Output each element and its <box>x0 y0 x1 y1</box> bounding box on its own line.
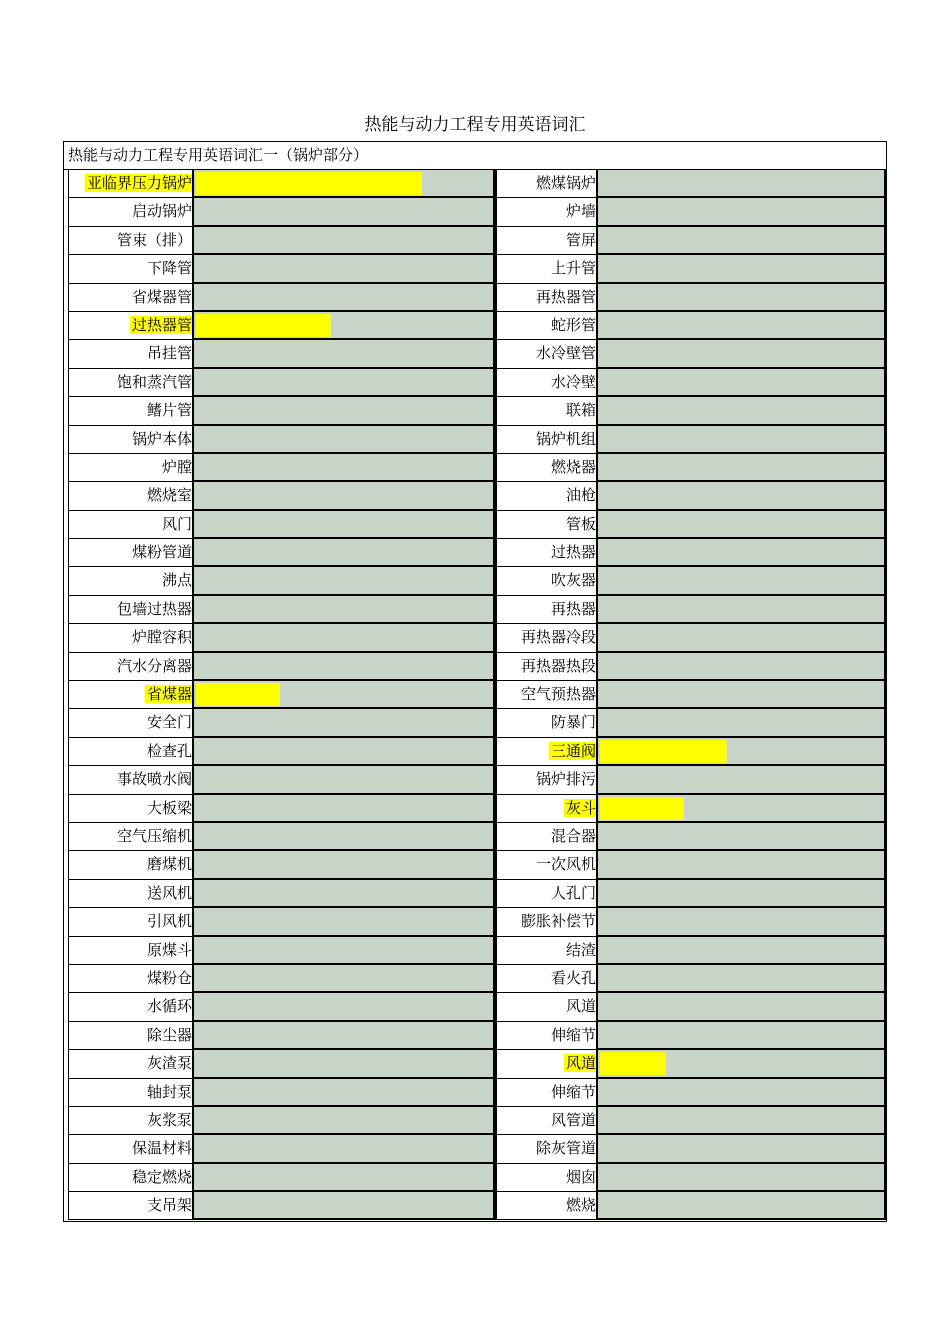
left-translation-cell[interactable] <box>194 198 495 226</box>
left-term-cell <box>68 965 194 993</box>
table-row <box>64 1135 886 1163</box>
right-term-label: 防暴门 <box>550 713 596 732</box>
right-translation-cell[interactable] <box>598 624 886 652</box>
right-term-cell <box>495 851 598 879</box>
table-row <box>64 1079 886 1107</box>
right-term-cell <box>495 369 598 397</box>
right-translation-cell[interactable] <box>598 454 886 482</box>
table-row <box>64 1022 886 1050</box>
left-term-label: 省煤器 <box>146 685 192 704</box>
left-term-label: 省煤器管 <box>131 287 192 306</box>
table-row <box>64 1050 886 1078</box>
right-translation-cell[interactable] <box>598 511 886 539</box>
right-translation-cell[interactable] <box>598 198 886 226</box>
left-term-cell <box>68 993 194 1021</box>
left-term-label: 亚临界压力锅炉 <box>86 174 192 192</box>
left-term-label: 检查孔 <box>146 741 192 760</box>
left-translation-cell[interactable] <box>194 284 495 312</box>
table-row <box>64 567 886 595</box>
left-term-cell <box>68 454 194 482</box>
right-translation-cell[interactable] <box>598 227 886 255</box>
left-term-cell <box>68 369 194 397</box>
right-term-cell <box>495 255 598 283</box>
left-term-cell <box>68 539 194 567</box>
left-term-label: 风门 <box>161 514 192 533</box>
left-term-label: 原煤斗 <box>146 940 192 959</box>
right-term-label: 燃烧器 <box>550 457 596 476</box>
right-term-label: 油枪 <box>565 486 596 505</box>
left-term-label: 保温材料 <box>131 1139 192 1158</box>
table-row <box>64 908 886 936</box>
right-translation-cell[interactable] <box>598 397 886 425</box>
left-term-cell <box>68 653 194 681</box>
left-term-label: 燃烧室 <box>146 486 192 505</box>
left-term-cell <box>68 1192 194 1220</box>
left-translation-cell[interactable] <box>194 738 495 766</box>
right-term-label: 一次风机 <box>535 855 596 874</box>
left-translation-cell[interactable] <box>194 454 495 482</box>
right-term-label: 混合器 <box>550 826 596 845</box>
left-translation-cell[interactable] <box>194 482 495 510</box>
vocabulary-rows <box>64 170 886 1220</box>
right-term-cell <box>495 567 598 595</box>
left-term-label: 轴封泵 <box>146 1082 192 1101</box>
left-term-label: 除尘器 <box>146 1025 192 1044</box>
left-term-cell <box>68 738 194 766</box>
left-term-cell <box>68 596 194 624</box>
right-term-cell <box>495 766 598 794</box>
right-translation-cell[interactable] <box>598 738 886 766</box>
right-translation-cell[interactable] <box>598 766 886 794</box>
table-row <box>64 170 886 198</box>
left-translation-cell[interactable] <box>194 1079 495 1107</box>
right-term-label: 燃烧 <box>565 1196 596 1215</box>
left-translation-cell[interactable] <box>194 539 495 567</box>
right-term-label: 炉墙 <box>565 202 596 221</box>
left-translation-cell[interactable] <box>194 1164 495 1192</box>
left-translation-cell[interactable] <box>194 709 495 737</box>
table-row <box>64 454 886 482</box>
left-term-label: 过热器管 <box>131 315 192 334</box>
left-term-label: 沸点 <box>161 571 192 590</box>
right-term-label: 风道 <box>565 997 596 1016</box>
left-term-label: 启动锅炉 <box>131 202 192 221</box>
left-term-label: 稳定燃烧 <box>131 1167 192 1186</box>
table-row <box>64 198 886 226</box>
right-translation-cell[interactable] <box>598 993 886 1021</box>
left-translation-cell[interactable] <box>194 170 495 198</box>
right-term-cell <box>495 596 598 624</box>
table-row <box>64 397 886 425</box>
table-row <box>64 369 886 397</box>
right-translation-cell[interactable] <box>598 284 886 312</box>
table-row <box>64 227 886 255</box>
left-term-cell <box>68 397 194 425</box>
left-term-cell <box>68 823 194 851</box>
right-translation-cell[interactable] <box>598 567 886 595</box>
left-term-label: 磨煤机 <box>146 855 192 874</box>
left-term-cell <box>68 511 194 539</box>
right-translation-cell[interactable] <box>598 1135 886 1163</box>
right-term-cell <box>495 993 598 1021</box>
left-translation-cell[interactable] <box>194 340 495 368</box>
right-term-cell <box>495 709 598 737</box>
right-term-cell <box>495 965 598 993</box>
right-translation-cell[interactable] <box>598 1192 886 1220</box>
table-row <box>64 823 886 851</box>
right-translation-cell[interactable] <box>598 369 886 397</box>
right-translation-cell[interactable] <box>598 937 886 965</box>
left-term-cell <box>68 880 194 908</box>
table-row <box>64 1107 886 1135</box>
right-translation-cell[interactable] <box>598 681 886 709</box>
left-term-label: 管束（排） <box>116 230 192 249</box>
left-translation-cell[interactable] <box>194 681 495 709</box>
left-term-cell <box>68 1164 194 1192</box>
right-term-cell <box>495 880 598 908</box>
left-term-label: 大板梁 <box>146 798 192 817</box>
highlight-fill <box>600 797 684 820</box>
right-term-cell <box>495 284 598 312</box>
right-term-label: 再热器管 <box>535 287 596 306</box>
right-term-label: 管板 <box>565 514 596 533</box>
table-row <box>64 709 886 737</box>
left-term-cell <box>68 709 194 737</box>
table-row <box>64 766 886 794</box>
right-term-cell <box>495 1192 598 1220</box>
left-translation-cell[interactable] <box>194 624 495 652</box>
left-term-label: 鳍片管 <box>146 401 192 420</box>
right-term-label: 再热器冷段 <box>520 628 596 647</box>
right-translation-cell[interactable] <box>598 851 886 879</box>
left-translation-cell[interactable] <box>194 1135 495 1163</box>
left-term-label: 引风机 <box>146 912 192 931</box>
left-term-label: 支吊架 <box>146 1196 192 1215</box>
left-translation-cell[interactable] <box>194 653 495 681</box>
right-term-label: 上升管 <box>550 259 596 278</box>
left-translation-cell[interactable] <box>194 1107 495 1135</box>
right-translation-cell[interactable] <box>598 482 886 510</box>
left-term-cell <box>68 1135 194 1163</box>
left-term-cell <box>68 1079 194 1107</box>
left-translation-cell[interactable] <box>194 511 495 539</box>
right-term-cell <box>495 170 598 198</box>
left-term-cell <box>68 624 194 652</box>
right-term-label: 锅炉排污 <box>535 770 596 789</box>
right-term-cell <box>495 681 598 709</box>
table-row <box>64 1164 886 1192</box>
left-translation-cell[interactable] <box>194 823 495 851</box>
highlight-fill <box>600 1052 666 1075</box>
right-term-cell <box>495 937 598 965</box>
right-term-label: 烟囱 <box>565 1167 596 1186</box>
left-term-label: 灰浆泵 <box>146 1110 192 1129</box>
left-translation-cell[interactable] <box>194 596 495 624</box>
left-term-cell <box>68 426 194 454</box>
right-term-cell <box>495 426 598 454</box>
right-translation-cell[interactable] <box>598 653 886 681</box>
table-row <box>64 624 886 652</box>
right-term-cell <box>495 1107 598 1135</box>
right-term-cell <box>495 908 598 936</box>
left-term-label: 灰渣泵 <box>146 1054 192 1073</box>
right-term-cell <box>495 624 598 652</box>
table-row <box>64 426 886 454</box>
left-term-cell <box>68 255 194 283</box>
highlight-fill <box>196 172 422 195</box>
left-term-label: 炉膛容积 <box>131 628 192 647</box>
right-term-cell <box>495 340 598 368</box>
left-term-cell <box>68 681 194 709</box>
right-translation-cell[interactable] <box>598 1050 886 1078</box>
right-term-label: 膨胀补偿节 <box>520 912 596 931</box>
table-row <box>64 937 886 965</box>
right-term-cell <box>495 1022 598 1050</box>
left-term-label: 安全门 <box>146 713 192 732</box>
page-title: 热能与动力工程专用英语词汇 <box>364 115 586 135</box>
right-translation-cell[interactable] <box>598 255 886 283</box>
highlight-fill <box>196 314 331 337</box>
right-term-label: 空气预热器 <box>520 685 596 704</box>
left-term-cell <box>68 766 194 794</box>
left-term-cell <box>68 1022 194 1050</box>
right-term-label: 伸缩节 <box>550 1082 596 1101</box>
highlight-fill <box>600 740 727 763</box>
left-term-cell <box>68 795 194 823</box>
left-translation-cell[interactable] <box>194 937 495 965</box>
left-term-label: 煤粉仓 <box>146 968 192 987</box>
left-term-cell <box>68 1107 194 1135</box>
right-term-label: 水冷壁管 <box>535 344 596 363</box>
right-translation-cell[interactable] <box>598 426 886 454</box>
right-translation-cell[interactable] <box>598 1164 886 1192</box>
left-term-label: 空气压缩机 <box>116 826 192 845</box>
right-term-label: 三通阀 <box>550 741 596 760</box>
right-term-cell <box>495 539 598 567</box>
table-row <box>64 738 886 766</box>
right-term-cell <box>495 1050 598 1078</box>
left-translation-cell[interactable] <box>194 965 495 993</box>
right-translation-cell[interactable] <box>598 539 886 567</box>
vocabulary-table <box>63 141 887 1222</box>
table-row <box>64 993 886 1021</box>
left-term-label: 送风机 <box>146 883 192 902</box>
right-term-cell <box>495 511 598 539</box>
right-term-cell <box>495 454 598 482</box>
right-translation-cell[interactable] <box>598 170 886 198</box>
right-translation-cell[interactable] <box>598 709 886 737</box>
left-translation-cell[interactable] <box>194 567 495 595</box>
left-term-cell <box>68 851 194 879</box>
right-translation-cell[interactable] <box>598 1022 886 1050</box>
right-translation-cell[interactable] <box>598 908 886 936</box>
left-term-label: 汽水分离器 <box>116 656 192 675</box>
left-term-cell <box>68 170 194 198</box>
table-row <box>64 965 886 993</box>
right-term-label: 燃煤锅炉 <box>535 174 596 192</box>
left-term-cell <box>68 227 194 255</box>
left-term-cell <box>68 567 194 595</box>
left-term-cell <box>68 198 194 226</box>
left-term-cell <box>68 340 194 368</box>
right-term-label: 结渣 <box>565 940 596 959</box>
left-term-cell <box>68 937 194 965</box>
right-term-cell <box>495 312 598 340</box>
right-translation-cell[interactable] <box>598 340 886 368</box>
right-term-label: 伸缩节 <box>550 1025 596 1044</box>
table-row <box>64 482 886 510</box>
right-term-cell <box>495 227 598 255</box>
right-term-label: 看火孔 <box>550 968 596 987</box>
right-translation-cell[interactable] <box>598 1107 886 1135</box>
left-translation-cell[interactable] <box>194 908 495 936</box>
right-term-cell <box>495 397 598 425</box>
right-translation-cell[interactable] <box>598 1079 886 1107</box>
table-row <box>64 880 886 908</box>
left-term-cell <box>68 1050 194 1078</box>
left-term-label: 锅炉本体 <box>131 429 192 448</box>
left-term-label: 炉膛 <box>161 457 192 476</box>
right-term-label: 水冷壁 <box>550 372 596 391</box>
left-term-label: 煤粉管道 <box>131 543 192 562</box>
table-row <box>64 312 886 340</box>
right-term-label: 再热器 <box>550 599 596 618</box>
right-term-cell <box>495 1164 598 1192</box>
right-term-label: 风管道 <box>550 1110 596 1129</box>
table-row <box>64 1192 886 1220</box>
right-term-cell <box>495 1135 598 1163</box>
right-term-label: 灰斗 <box>565 798 596 817</box>
right-translation-cell[interactable] <box>598 596 886 624</box>
left-term-label: 下降管 <box>146 259 192 278</box>
right-term-label: 再热器热段 <box>520 656 596 675</box>
left-translation-cell[interactable] <box>194 795 495 823</box>
right-term-cell <box>495 738 598 766</box>
right-term-cell <box>495 1079 598 1107</box>
left-translation-cell[interactable] <box>194 1050 495 1078</box>
right-term-label: 管屏 <box>565 230 596 249</box>
left-translation-cell[interactable] <box>194 880 495 908</box>
left-translation-cell[interactable] <box>194 993 495 1021</box>
left-translation-cell[interactable] <box>194 426 495 454</box>
highlight-fill <box>196 683 280 706</box>
right-term-label: 吹灰器 <box>550 571 596 590</box>
table-row <box>64 340 886 368</box>
table-row <box>64 539 886 567</box>
right-translation-cell[interactable] <box>598 965 886 993</box>
left-term-cell <box>68 908 194 936</box>
right-term-label: 联箱 <box>565 401 596 420</box>
left-translation-cell[interactable] <box>194 227 495 255</box>
table-row <box>64 653 886 681</box>
left-translation-cell[interactable] <box>194 1022 495 1050</box>
left-term-label: 吊挂管 <box>146 344 192 363</box>
table-row <box>64 596 886 624</box>
left-term-cell <box>68 312 194 340</box>
left-translation-cell[interactable] <box>194 369 495 397</box>
right-translation-cell[interactable] <box>598 823 886 851</box>
right-term-label: 过热器 <box>550 543 596 562</box>
right-term-label: 除灰管道 <box>535 1139 596 1158</box>
left-term-label: 包墙过热器 <box>116 599 192 618</box>
section-header: 热能与动力工程专用英语词汇一（锅炉部分） <box>64 142 886 170</box>
right-term-cell <box>495 795 598 823</box>
right-translation-cell[interactable] <box>598 312 886 340</box>
right-term-cell <box>495 653 598 681</box>
right-term-cell <box>495 823 598 851</box>
left-term-cell <box>68 482 194 510</box>
table-row <box>64 255 886 283</box>
right-translation-cell[interactable] <box>598 795 886 823</box>
table-row <box>64 851 886 879</box>
right-term-label: 锅炉机组 <box>535 429 596 448</box>
left-term-cell <box>68 284 194 312</box>
table-row <box>64 284 886 312</box>
right-term-label: 蛇形管 <box>550 315 596 334</box>
left-translation-cell[interactable] <box>194 255 495 283</box>
right-term-cell <box>495 198 598 226</box>
left-translation-cell[interactable] <box>194 312 495 340</box>
left-term-label: 水循环 <box>146 997 192 1016</box>
left-translation-cell[interactable] <box>194 851 495 879</box>
table-row <box>64 681 886 709</box>
left-term-label: 事故喷水阀 <box>116 770 192 789</box>
left-translation-cell[interactable] <box>194 1192 495 1220</box>
right-term-cell <box>495 482 598 510</box>
table-row <box>64 511 886 539</box>
left-translation-cell[interactable] <box>194 397 495 425</box>
left-term-label: 饱和蒸汽管 <box>116 372 192 391</box>
right-term-label: 风道 <box>565 1054 596 1073</box>
left-translation-cell[interactable] <box>194 766 495 794</box>
right-term-label: 人孔门 <box>550 883 596 902</box>
table-row <box>64 795 886 823</box>
right-translation-cell[interactable] <box>598 880 886 908</box>
